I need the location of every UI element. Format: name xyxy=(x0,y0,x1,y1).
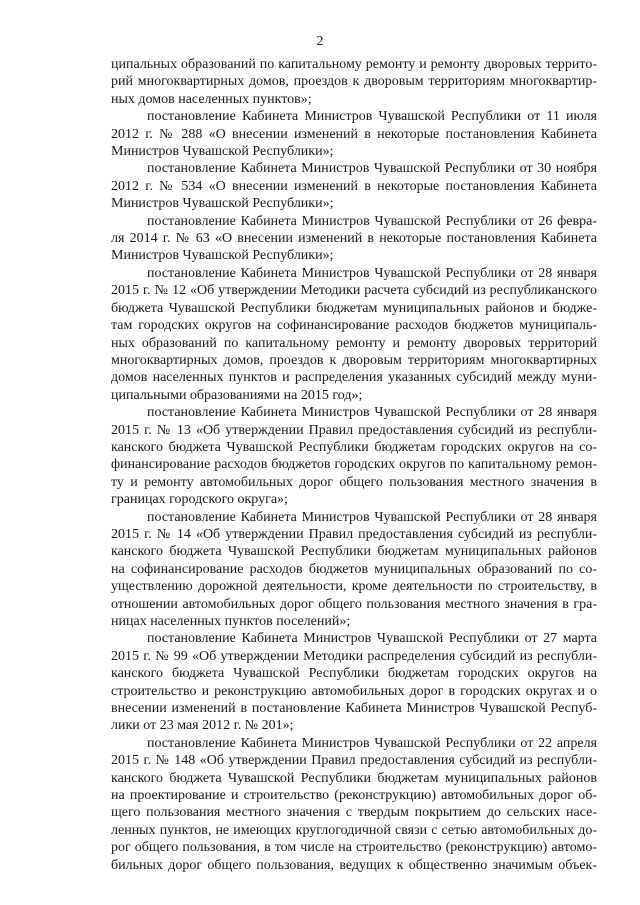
text-line: щего пользования местного значения с твердым покрытием до сельских насе- xyxy=(111,805,597,821)
text-line: финансирование расходов бюджетов городских округов по капитальному ремон- xyxy=(111,457,597,473)
text-line: 2015 г. № 12 «Об утверждении Методики расчета субсидий из республиканского xyxy=(111,283,597,299)
paragraph xyxy=(111,404,597,508)
paragraph xyxy=(111,630,597,734)
text-line: лики от 23 мая 2012 г. № 201»; xyxy=(111,718,294,734)
text-line: на проектирование и строительство (реконструкцию) автомобильных дорог об- xyxy=(111,788,597,804)
text-line: ципальными образованиями на 2015 год»; xyxy=(111,387,363,403)
text-line: постановление Кабинета Министров Чувашской Республики от 27 марта xyxy=(147,631,597,647)
text-line: постановление Кабинета Министров Чувашской Республики от 30 ноября xyxy=(147,161,597,177)
text-line: ленных пунктов, не имеющих круглогодичной связи с сетью автомобильных до- xyxy=(111,822,597,838)
text-line: многоквартирных домов, проездов к дворовым территориям многоквартирных xyxy=(111,352,597,368)
text-line: внесении изменений в постановление Кабинета Министров Чувашской Респуб- xyxy=(111,701,597,717)
text-line: домов населенных пунктов и распределения указанных субсидий между муни- xyxy=(111,370,597,386)
paragraph xyxy=(111,56,597,108)
text-line: канского бюджета Чувашской Республики бюджетам городских округов на xyxy=(111,666,597,682)
text-line: ницах населенных пунктов поселений»; xyxy=(111,614,351,629)
text-line: рий многоквартирных домов, проездов к дворовым территориям многоквартир- xyxy=(111,74,597,90)
page-number: 2 xyxy=(316,34,324,49)
text-line: постановление Кабинета Министров Чувашской Республики от 22 апреля xyxy=(147,735,597,751)
text-line: постановление Кабинета Министров Чувашской Республики от 28 января xyxy=(147,405,597,421)
text-line: 2015 г. № 13 «Об утверждении Правил предоставления субсидий из республи- xyxy=(111,422,597,438)
text-line: строительство и реконструкцию автомобильных дорог в городских округах и о xyxy=(111,683,597,699)
text-line: ля 2014 г. № 63 «О внесении изменений в некоторые постановления Кабинета xyxy=(111,231,597,247)
text-line: ципальных образований по капитальному ремонту и ремонту дворовых террито- xyxy=(111,57,597,72)
text-line: постановление Кабинета Министров Чувашской Республики от 11 июля xyxy=(147,109,597,125)
text-line: канского бюджета Чувашской Республики бюджетам муниципальных районов xyxy=(111,544,597,560)
text-line: отношении автомобильных дорог общего пользования местного значения в гра- xyxy=(111,596,597,612)
text-line: на софинансирование расходов бюджетов муниципальных образований по со- xyxy=(111,561,597,577)
text-line: бильных дорог общего пользования, ведущих к общественно значимым объек- xyxy=(111,857,597,873)
text-line: канского бюджета Чувашской Республики бюджетам городских округов на со- xyxy=(111,439,597,455)
document-body xyxy=(111,56,597,874)
text-line: там городских округов на софинансирование расходов бюджетов муниципаль- xyxy=(111,318,597,334)
text-line: Министров Чувашской Республики»; xyxy=(111,248,334,264)
text-line: 2012 г. № 534 «О внесении изменений в некоторые постановления Кабинета xyxy=(111,178,597,194)
text-line: ту и ремонту автомобильных дорог общего пользования местного значения в xyxy=(111,474,597,490)
paragraph xyxy=(111,509,597,631)
paragraph xyxy=(111,265,597,404)
text-line: границах городского округа»; xyxy=(111,492,288,508)
text-line: ных образований по капитальному ремонту и ремонту дворовых территорий xyxy=(111,335,597,351)
text-line: бюджета Чувашской Республики бюджетам муниципальных районов и бюдже- xyxy=(111,300,597,316)
paragraph xyxy=(111,735,597,874)
text-line: 2015 г. № 148 «Об утверждении Правил предоставления субсидий из республи- xyxy=(111,753,597,769)
text-line: постановление Кабинета Министров Чувашской Республики от 28 января xyxy=(147,265,597,281)
text-line: Министров Чувашской Республики»; xyxy=(111,144,334,160)
text-line: ных домов населенных пунктов»; xyxy=(111,91,312,107)
text-line: рог общего пользования, в том числе на строительство (реконструкцию) автомо- xyxy=(111,840,597,856)
text-line: постановление Кабинета Министров Чувашской Республики от 26 февра- xyxy=(147,213,597,229)
text-line: 2015 г. № 14 «Об утверждении Правил предоставления субсидий из республи- xyxy=(111,526,597,542)
paragraph xyxy=(111,160,597,212)
paragraph xyxy=(111,108,597,160)
text-line: 2015 г. № 99 «Об утверждении Методики распределения субсидий из республи- xyxy=(111,648,597,664)
text-line: постановление Кабинета Министров Чувашской Республики от 28 января xyxy=(147,509,597,525)
text-line: Министров Чувашской Республики»; xyxy=(111,196,334,212)
text-line: канского бюджета Чувашской Республики бюджетам муниципальных районов xyxy=(111,770,597,786)
text-line: 2012 г. № 288 «О внесении изменений в некоторые постановления Кабинета xyxy=(111,126,597,142)
text-line: уществлению дорожной деятельности, кроме деятельности по строительству, в xyxy=(111,579,597,595)
paragraph xyxy=(111,213,597,265)
